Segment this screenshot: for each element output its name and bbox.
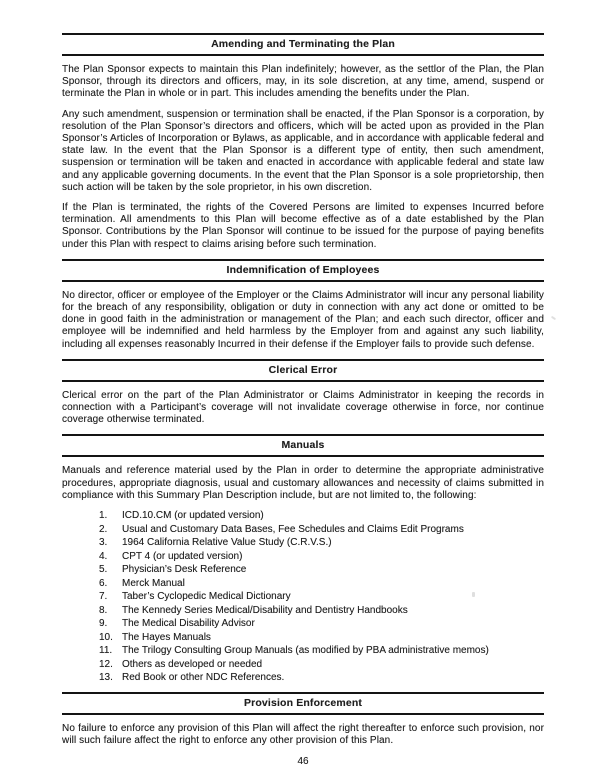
list-item [99, 537, 544, 549]
list-item-text: ICD.10.CM (or updated version) [122, 510, 264, 522]
paragraph: Manuals and reference material used by the Plan in order to determine the appropriate administrative procedures, appropriate diagnosis, usual and customary allowances and necessity of claims submitted in compliance with this Summary Plan Description include, but are not limited to, the following: [62, 465, 544, 501]
list-item [99, 510, 544, 522]
list-item [99, 524, 544, 536]
paragraph: Any such amendment, suspension or termination shall be enacted, if the Plan Sponsor is a corporation, by resolution of the Plan Sponsor’s directors and officers, which will be acted upon as provided in the Plan Sponsor’s Articles of Incorporation or Bylaws, as applicable, and in accordance with applicable federal and state law. In the event that the Plan Sponsor is a different type of entity, then such amendment, suspension or termination will be taken and enacted in accordance with applicable federal and state law and any applicable governing documents. In the event that the Plan Sponsor is a sole proprietorship, then such action will be taken by the sole proprietor, in his own discretion. [62, 108, 544, 193]
section-header-indemnification [62, 259, 544, 282]
list-item-number: 7. [99, 591, 108, 603]
paragraph: If the Plan is terminated, the rights of the Covered Persons are limited to expenses Incurred before termination. All amendments to this Plan will become effective as of a date established by the Plan Sponsor. Contributions by the Plan Sponsor will continue to be issued for the purpose of paying benefits under this Plan with respect to claims arising before such termination. [62, 202, 544, 250]
list-item [99, 618, 544, 630]
manuals-list [62, 510, 544, 684]
list-item-text: The Trilogy Consulting Group Manuals (as modified by PBA administrative memos) [122, 645, 489, 657]
list-item-number: 9. [99, 618, 108, 630]
list-item-number: 2. [99, 523, 108, 535]
list-item-number: 10. [99, 631, 113, 643]
page-number: 46 [297, 755, 309, 767]
list-item-text: Physician’s Desk Reference [122, 564, 247, 576]
list-item-text: Usual and Customary Data Bases, Fee Schedules and Claims Edit Programs [122, 523, 464, 535]
section-title: Indemnification of Employees [226, 263, 380, 276]
list-item-text: 1964 California Relative Value Study (C.R.V.S.) [122, 537, 332, 549]
scan-artifact [472, 592, 475, 597]
paragraph: No director, officer or employee of the Employer or the Claims Administrator will incur any personal liability for the breach of any responsibility, obligation or duty in connection with any act done or omitted to be done in good faith in the administration or management of the Plan; and each such director, officer and employee will be indemnified and held harmless by the Employer from and against any such liability, including all expenses reasonably Incurred in their defense if the Employer fails to provide such defense. [62, 289, 544, 350]
section-header-amending-terminating [62, 33, 544, 56]
list-item-text: Taber’s Cyclopedic Medical Dictionary [122, 591, 291, 603]
list-item [99, 632, 544, 644]
list-item-number: 4. [99, 550, 108, 562]
paragraph: Clerical error on the part of the Plan Administrator or Claims Administrator in keeping the records in connection with a Participant’s coverage will not invalidate coverage otherwise in force, nor continue coverage otherwise terminated. [62, 389, 544, 426]
list-item-number: 11. [99, 645, 113, 657]
list-item [99, 645, 544, 657]
list-item-number: 1. [99, 510, 108, 522]
section-header-provision-enforcement [62, 692, 544, 715]
list-item-text: The Medical Disability Advisor [122, 618, 255, 630]
list-item-text: Merck Manual [122, 577, 185, 589]
section-title: Clerical Error [268, 363, 338, 376]
list-item-text: Red Book or other NDC References. [122, 672, 285, 684]
section-title: Provision Enforcement [243, 697, 363, 710]
list-item-number: 8. [99, 604, 108, 616]
list-item-text: The Hayes Manuals [122, 631, 211, 643]
list-item [99, 672, 544, 684]
list-item-text: The Kennedy Series Medical/Disability and Dentistry Handbooks [122, 604, 408, 616]
list-item-number: 12. [99, 658, 113, 670]
paragraph: No failure to enforce any provision of this Plan will affect the right thereafter to enforce such provision, nor will such failure affect the right to enforce any other provision of this Plan. [62, 723, 544, 747]
section-header-clerical-error [62, 359, 544, 382]
paragraph: The Plan Sponsor expects to maintain this Plan indefinitely; however, as the settlor of the Plan, the Plan Sponsor, through its directors and officers, may, in its sole discretion, at any time, amend, suspend or terminate the Plan in whole or in part. This includes amending the benefits under the Plan. [62, 64, 544, 100]
list-item [99, 564, 544, 576]
list-item-text: CPT 4 (or updated version) [122, 550, 243, 562]
section-title: Manuals [281, 439, 325, 452]
list-item [99, 551, 544, 563]
list-item [99, 591, 544, 603]
section-title: Amending and Terminating the Plan [211, 38, 395, 50]
list-item-number: 5. [99, 564, 108, 576]
list-item-text: Others as developed or needed [122, 658, 263, 670]
list-item-number: 3. [99, 537, 108, 549]
section-header-manuals [62, 434, 544, 457]
list-item-number: 6. [99, 577, 108, 589]
list-item [99, 659, 544, 671]
list-item-number: 13. [99, 672, 113, 684]
list-item [99, 578, 544, 590]
list-item [99, 605, 544, 617]
